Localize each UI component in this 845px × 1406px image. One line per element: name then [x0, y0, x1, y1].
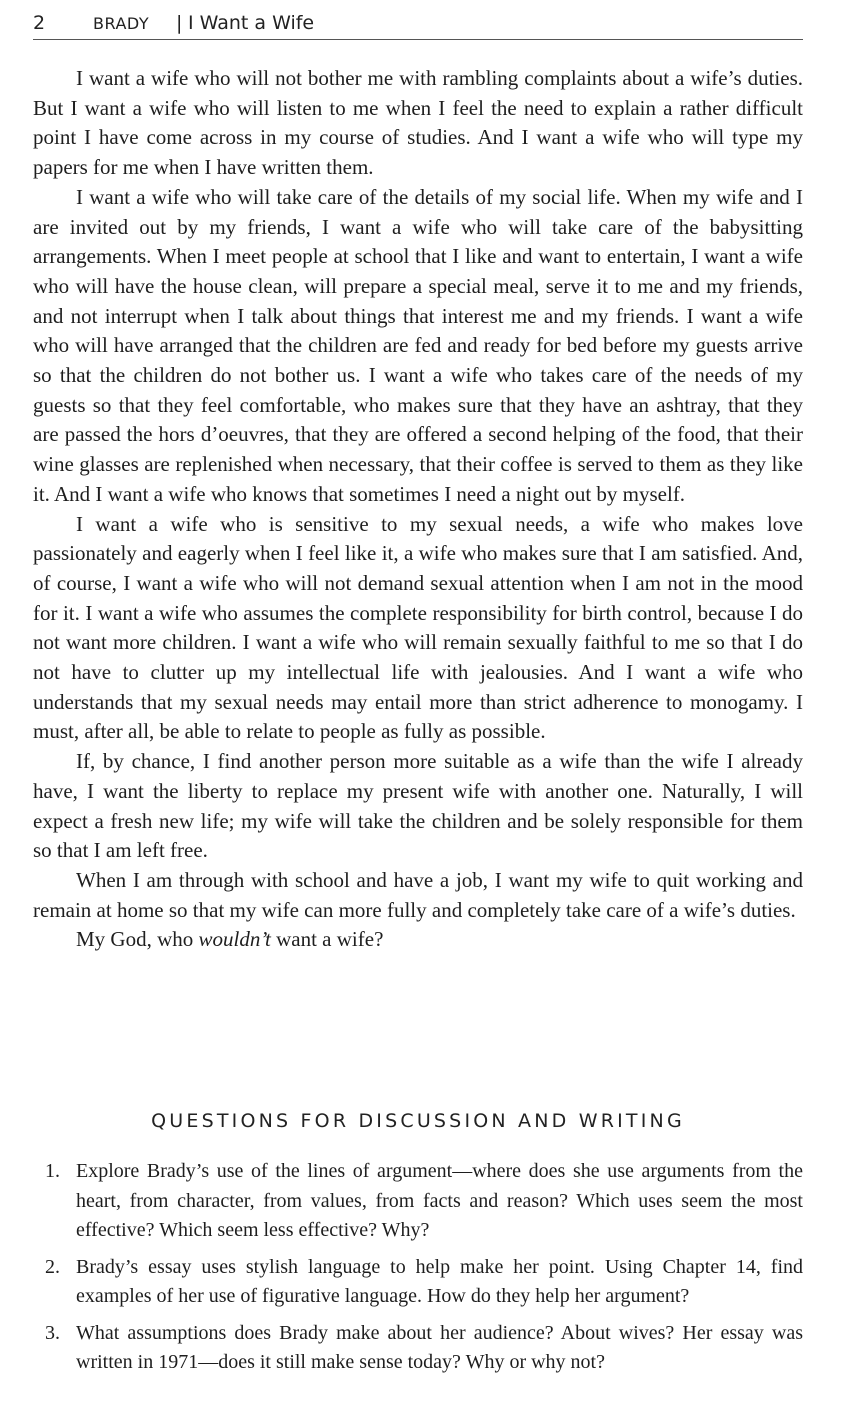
question-item	[33, 1157, 803, 1246]
questions-heading: QUESTIONS FOR DISCUSSION AND WRITING	[151, 1110, 685, 1132]
page-number: 2	[33, 12, 46, 34]
question-item	[33, 1253, 803, 1312]
question-item	[33, 1319, 803, 1378]
question-text: Explore Brady’s use of the lines of argument—where does she use arguments from the heart, from character, from values, from facts and reason? Which uses seem the most effective? Which seem less effective? Why?	[76, 1160, 803, 1241]
question-text: Brady’s essay uses stylish language to help make her point. Using Chapter 14, find examples of her use of figurative language. How do they help her argument?	[76, 1255, 803, 1307]
closing-before: My God, who	[76, 927, 199, 952]
running-head-title: I Want a Wife	[188, 12, 315, 34]
question-number: 3.	[45, 1321, 60, 1344]
question-number: 2.	[45, 1255, 60, 1278]
running-head	[33, 12, 803, 40]
closing-line	[33, 925, 803, 955]
question-text: What assumptions does Brady make about her audience? About wives? Her essay was written in 1971—does it still make sense today? Why or why not?	[76, 1321, 803, 1373]
paragraph: When I am through with school and have a job, I want my wife to quit working and remain at home so that my wife can more fully and completely take care of a wife’s duties.	[33, 867, 803, 922]
running-head-separator: |	[176, 12, 183, 34]
question-number: 1.	[45, 1160, 60, 1182]
paragraph: I want a wife who is sensitive to my sexual needs, a wife who makes love passionately and eagerly when I feel like it, a wife who makes sure that I am satisfied. And, of course, I want a wife who will not demand sexual attention when I am not in the mood for it. I want a wife who assumes the complete responsibility for birth control, because I do not want more children. I want a wife who will remain sexually faithful to me so that I do not have to clutter up my intellectual life with jealousies. And I want a wife who understands that my sexual needs may entail more than strict adherence to monogamy. I must, after all, be able to relate to people as fully as possible.	[33, 511, 803, 744]
questions-list	[33, 1157, 803, 1385]
paragraph: I want a wife who will not bother me with rambling complaints about a wife’s duties. But I want a wife who will listen to me when I feel the need to explain a rather difficult point I have come across in my course of studies. And I want a wife who will type my papers for me when I have written them.	[33, 66, 803, 180]
essay-body	[33, 64, 803, 955]
closing-emphasis: wouldn’t	[198, 927, 271, 952]
running-head-author: BRADY	[93, 14, 150, 33]
closing-after: want a wife?	[270, 927, 384, 952]
paragraph: I want a wife who will take care of the details of my social life. When my wife and I are invited out by my friends, I want a wife who will take care of the babysitting arrangements. When I meet people at school that I like and want to entertain, I want a wife who will have the house clean, will prepare a special meal, serve it to me and my friends, and not interrupt when I talk about things that interest me and my friends. I want a wife who will have arranged that the children are fed and ready for bed before my guests arrive so that the children do not bother us. I want a wife who takes care of the needs of my guests so that they feel comfortable, who makes sure that they have an ashtray, that they are passed the hors d’oeuvres, that they are offered a second helping of the food, that their wine glasses are replenished when necessary, that their coffee is served to them as they like it. And I want a wife who knows that sometimes I need a night out by myself.	[33, 184, 803, 506]
paragraph: If, by chance, I find another person more suitable as a wife than the wife I already have, I want the liberty to replace my present wife with another one. Naturally, I will expect a fresh new life; my wife will take the children and be solely responsible for them so that I am left free.	[33, 749, 803, 863]
